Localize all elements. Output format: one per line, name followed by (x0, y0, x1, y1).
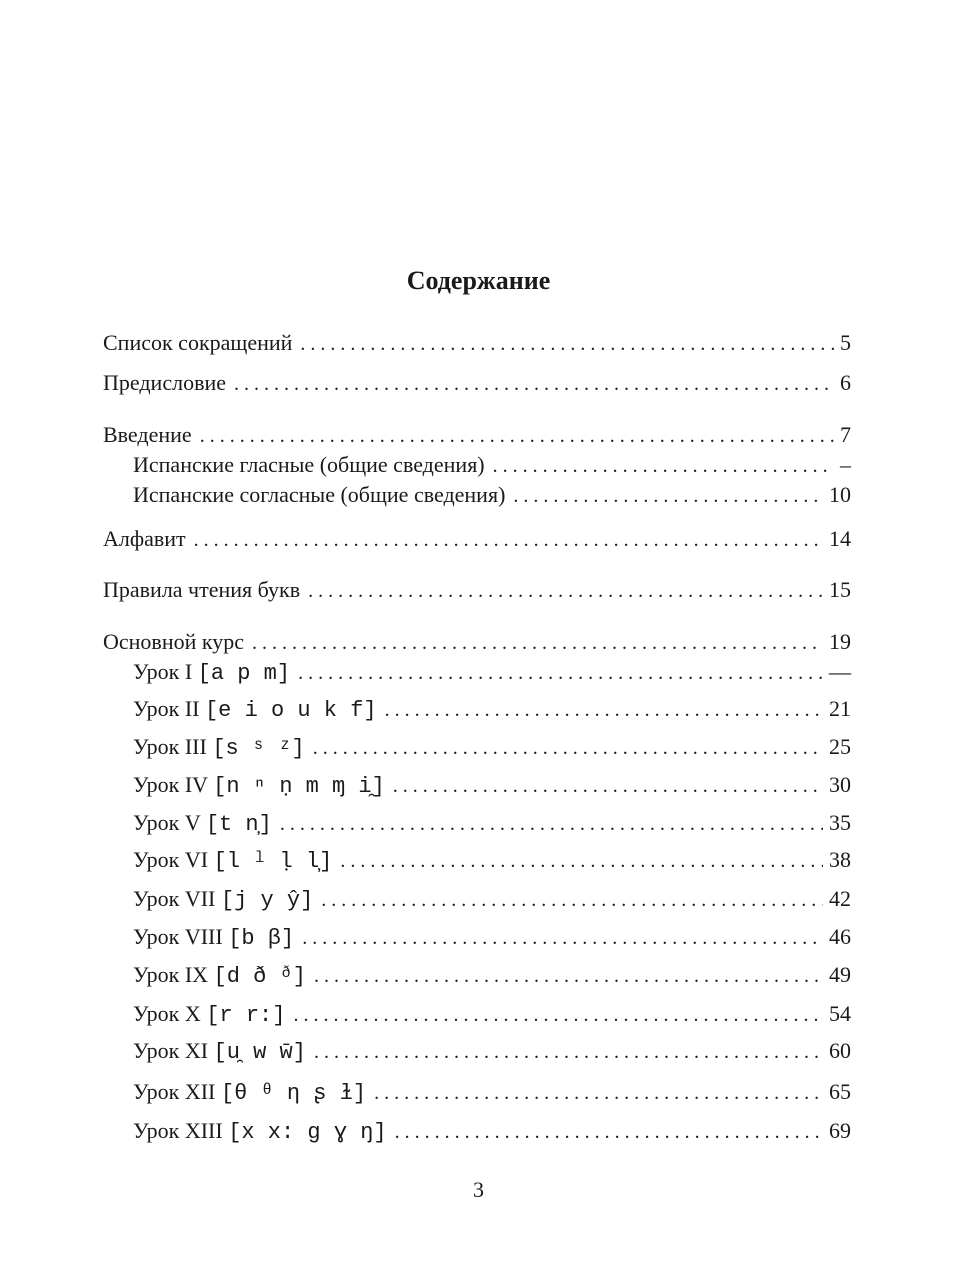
toc-entry-lesson-8[interactable] (133, 922, 851, 952)
dot-leader (385, 695, 823, 725)
toc-entry-page: 69 (829, 1118, 851, 1143)
toc-entry-reading-rules[interactable] (103, 575, 851, 605)
toc-entry-page: 35 (829, 810, 851, 835)
toc-entry-label (133, 1116, 387, 1148)
toc-entry-label (133, 999, 285, 1031)
lesson-title: Урок II (133, 696, 200, 721)
toc-entry-label (133, 1077, 366, 1109)
toc-entry-label: Основной курс (103, 629, 245, 654)
toc-entry-page: 6 (840, 370, 851, 395)
lesson-title: Урок XIII (133, 1118, 223, 1143)
toc-entry-label: Правила чтения букв (103, 577, 301, 602)
ipa-transcription: [d ð ᶞ] (213, 964, 306, 989)
lesson-title: Урок XI (133, 1038, 209, 1063)
ipa-transcription: [b β] (228, 926, 295, 951)
toc-entry-page: — (829, 659, 851, 684)
toc-entry-page: 15 (829, 577, 851, 602)
toc-entry-introduction[interactable] (103, 420, 851, 450)
toc-entry-alphabet[interactable] (103, 524, 851, 554)
dot-leader (395, 1117, 823, 1147)
dot-leader (321, 885, 823, 915)
toc-entry-lesson-2[interactable] (133, 694, 851, 724)
toc-entry-page: 42 (829, 886, 851, 911)
lesson-title: Урок III (133, 734, 207, 759)
toc-entry-label (133, 922, 294, 954)
toc-entry-preface[interactable] (103, 368, 851, 398)
toc-entry-label (133, 1036, 306, 1068)
toc-entry-consonants[interactable] (133, 480, 851, 510)
dot-leader (300, 329, 834, 359)
toc-entry-lesson-9[interactable] (133, 960, 851, 990)
dot-leader (393, 771, 823, 801)
dot-leader (200, 421, 834, 451)
ipa-transcription: [t n̦] (205, 812, 272, 837)
dot-leader (194, 525, 823, 555)
toc-entry-label (133, 960, 306, 992)
dot-leader (293, 1000, 823, 1030)
dot-leader (493, 451, 834, 481)
toc-entry-vowels[interactable] (133, 450, 851, 480)
toc-entry-page: 21 (829, 696, 851, 721)
toc-entry-page: 49 (829, 962, 851, 987)
lesson-title: Урок VI (133, 847, 209, 872)
dot-leader (252, 628, 823, 658)
ipa-transcription: [s ˢ ᶻ] (212, 736, 305, 761)
toc-entry-label (133, 845, 332, 877)
toc-entry-page: 46 (829, 924, 851, 949)
lesson-title: Урок XII (133, 1079, 216, 1104)
lesson-title: Урок VII (133, 886, 216, 911)
dot-leader (308, 576, 823, 606)
ipa-transcription: [j y ŷ] (220, 888, 314, 913)
toc-entry-lesson-4[interactable] (133, 770, 851, 800)
dot-leader (234, 369, 834, 399)
toc-entry-page: 30 (829, 772, 851, 797)
toc-entry-page: 60 (829, 1038, 851, 1063)
toc-entry-page: 25 (829, 734, 851, 759)
toc-entry-lesson-7[interactable] (133, 884, 851, 914)
toc-entry-page: – (840, 452, 851, 477)
toc-entry-page: 54 (829, 1001, 851, 1026)
dot-leader (313, 733, 823, 763)
toc-entry-lesson-1[interactable] (133, 657, 851, 687)
ipa-transcription: [l ˡ ḷ l̦] (213, 849, 333, 874)
lesson-title: Урок I (133, 659, 193, 684)
toc-entry-label (133, 732, 305, 764)
toc-entry-lesson-10[interactable] (133, 999, 851, 1029)
dot-leader (374, 1078, 823, 1108)
toc-entry-lesson-11[interactable] (133, 1036, 851, 1066)
page-number: 3 (473, 1177, 484, 1202)
ipa-transcription: [n ⁿ ṇ m ɱ i̯] (213, 774, 385, 799)
dot-leader (314, 1037, 823, 1067)
toc-entry-label (133, 770, 385, 802)
lesson-title: Урок X (133, 1001, 201, 1026)
toc-entry-page: 7 (840, 422, 851, 447)
ipa-transcription: [θ ᶿ ƞ ʂ ɫ] (220, 1081, 367, 1106)
toc-entry-abbreviations[interactable] (103, 328, 851, 358)
toc-entry-lesson-13[interactable] (133, 1116, 851, 1146)
toc-entry-label: Алфавит (103, 526, 186, 551)
lesson-title: Урок V (133, 810, 201, 835)
toc-entry-lesson-6[interactable] (133, 845, 851, 875)
toc-entry-label: Испанские гласные (общие сведения) (133, 452, 485, 477)
ipa-transcription: [u̯ w w̄] (213, 1040, 306, 1065)
toc-entry-label (133, 884, 313, 916)
toc-entry-main-course[interactable] (103, 627, 851, 657)
toc-entry-page: 5 (840, 330, 851, 355)
dot-leader (314, 961, 823, 991)
lesson-title: Урок IV (133, 772, 208, 797)
ipa-transcription: [r r:] (206, 1003, 286, 1028)
toc-entry-page: 19 (829, 629, 851, 654)
toc-entry-page: 38 (829, 847, 851, 872)
toc-entry-label: Список сокращений (103, 330, 293, 355)
lesson-title: Урок VIII (133, 924, 223, 949)
dot-leader (302, 923, 823, 953)
toc-entry-lesson-5[interactable] (133, 808, 851, 838)
toc-entry-label: Испанские согласные (общие сведения) (133, 482, 506, 507)
ipa-transcription: [a p m] (197, 661, 291, 686)
dot-leader (513, 481, 823, 511)
dot-leader (280, 809, 823, 839)
toc-entry-label (133, 657, 290, 689)
dot-leader (340, 846, 823, 876)
toc-entry-label (133, 808, 272, 840)
dot-leader (298, 658, 823, 688)
toc-entry-lesson-3[interactable] (133, 732, 851, 762)
toc-entry-lesson-12[interactable] (133, 1077, 851, 1107)
lesson-title: Урок IX (133, 962, 209, 987)
toc-entry-label (133, 694, 377, 726)
toc-entry-page: 65 (829, 1079, 851, 1104)
toc-entry-page: 10 (829, 482, 851, 507)
ipa-transcription: [x x: g ɣ ŋ] (228, 1120, 387, 1145)
toc-entry-page: 14 (829, 526, 851, 551)
toc-entry-label: Предисловие (103, 370, 226, 395)
toc-entry-label: Введение (103, 422, 192, 447)
page-title: Содержание (406, 266, 551, 295)
ipa-transcription: [e i o u k f] (204, 698, 377, 723)
